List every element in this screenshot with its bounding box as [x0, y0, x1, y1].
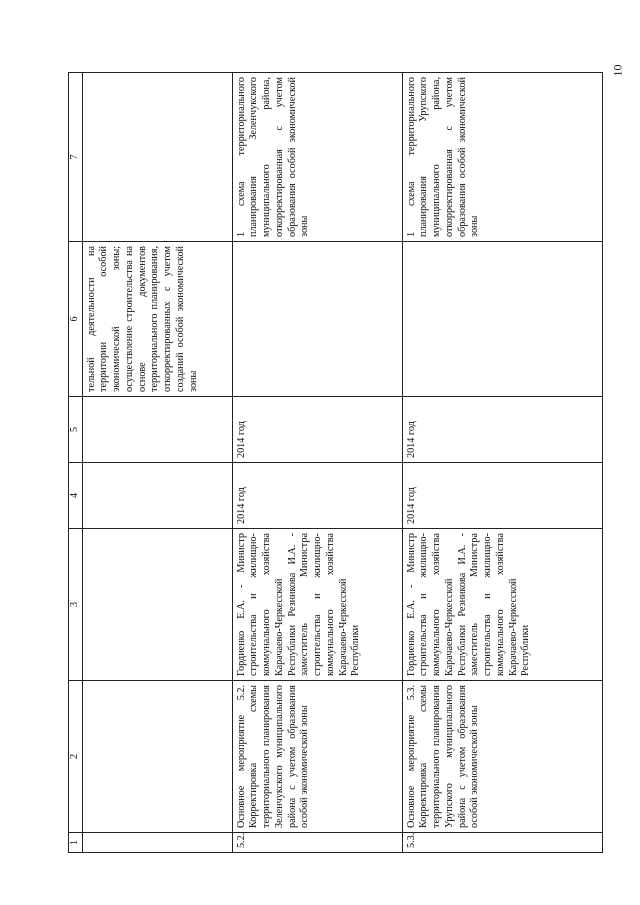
table-header-row	[69, 73, 83, 853]
empty-cell	[82, 463, 232, 529]
rotated-page-content	[68, 73, 603, 853]
responsible-cell: Гордиенко Е.А. - Министр строительства и жилищно-коммунального хозяйства Карачаево-Черкесской Республики Резникова И.А. - заместитель Министра строительства и жилищно-коммунального хозяйства Карачаево-Черкесской Республики	[232, 529, 402, 681]
table-row	[82, 73, 232, 853]
continuation-cell: тельной деятельности на территории особой экономической зоны; осуществление строительства на основе документов территориального планирования, откорректированных с учетом созданий особой экономической зоны	[82, 242, 232, 397]
empty-cell	[82, 529, 232, 681]
page-number: 10	[610, 64, 625, 77]
header-cell: 7	[69, 73, 83, 242]
header-cell: 1	[69, 833, 83, 853]
indicator-cell: 1 схема территориального планирования Урупского муниципального района, откорректированная с учетом образования особой экономической зоны	[402, 73, 603, 242]
measure-cell: Основное мероприятие 5.3. Корректировка схемы территориального планирования Урупского муниципального района с учетом образования особой экономической зоны	[402, 681, 603, 833]
header-cell: 3	[69, 529, 83, 681]
measure-cell: Основное мероприятие 5.2. Корректировка схемы территориального планирования Зеленчукского муниципального района с учетом образования особой экономической зоны	[232, 681, 402, 833]
table-row	[232, 73, 402, 853]
header-cell: 2	[69, 681, 83, 833]
header-cell: 5	[69, 397, 83, 463]
end-year-cell: 2014 год	[402, 397, 603, 463]
header-cell: 4	[69, 463, 83, 529]
program-measures-table	[68, 72, 603, 853]
header-cell: 6	[69, 242, 83, 397]
responsible-cell: Гордиенко Е.А. - Министр строительства и жилищно-коммунального хозяйства Карачаево-Черкесской Республики Резникова И.А. - заместитель Министра строительства и жилищно-коммунального хозяйства Карачаево-Черкесской Республики	[402, 529, 603, 681]
row-number: 5.2.	[232, 833, 402, 853]
end-year-cell: 2014 год	[232, 397, 402, 463]
start-year-cell: 2014 год	[402, 463, 603, 529]
empty-cell	[82, 73, 232, 242]
empty-cell	[82, 681, 232, 833]
empty-cell	[82, 833, 232, 853]
row-number: 5.3.	[402, 833, 603, 853]
start-year-cell: 2014 год	[232, 463, 402, 529]
table-row	[402, 73, 603, 853]
result-cell	[402, 242, 603, 397]
empty-cell	[82, 397, 232, 463]
result-cell	[232, 242, 402, 397]
indicator-cell: 1 схема территориального планирования Зеленчукского муниципального района, откорректированная с учетом образования особой экономической зоны	[232, 73, 402, 242]
